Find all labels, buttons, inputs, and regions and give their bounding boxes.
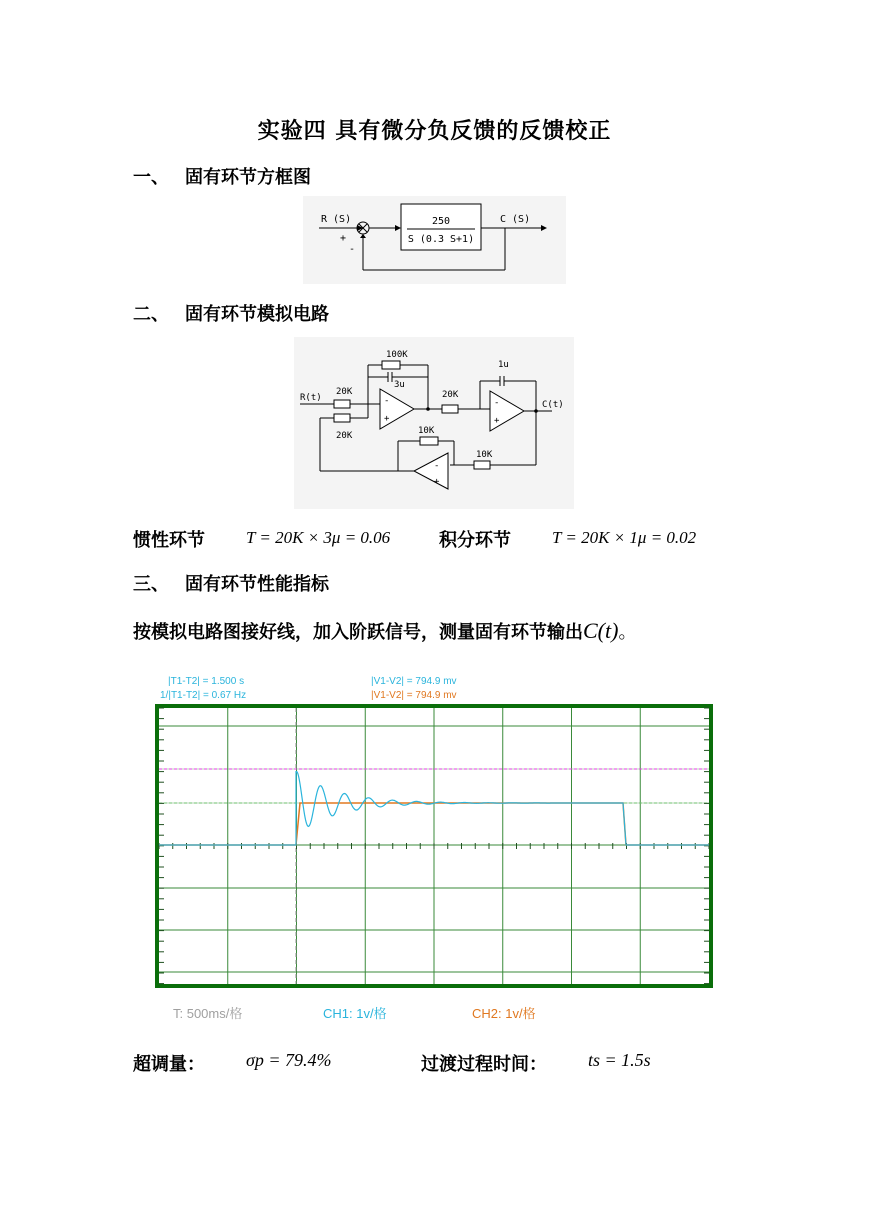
op-amp-1-plus: +: [384, 414, 390, 424]
block-minus: -: [349, 244, 356, 255]
block-plus: +: [340, 233, 347, 244]
ch2-scale-label: CH2: 1v/格: [472, 1006, 536, 1021]
section-text: 固有环节性能指标: [185, 574, 329, 595]
resistor-r3-label: 20K: [442, 390, 459, 400]
op-amp-3-plus: +: [434, 477, 440, 487]
section-heading-1: [133, 163, 311, 189]
readout-dv-ch2: |V1-V2| = 794.9 mv: [371, 690, 457, 701]
instruction-text: 按模拟电路图接好线，加入阶跃信号，测量固有环节输出: [133, 622, 583, 643]
circuit-output-label: C(t): [542, 400, 564, 410]
resistor-r2: [334, 414, 350, 422]
op-amp-2-minus: -: [494, 398, 500, 408]
overshoot-label: 超调量：: [133, 1054, 205, 1075]
resistor-r2-label: 20K: [336, 431, 353, 441]
section-text: 固有环节模拟电路: [185, 304, 329, 325]
instruction-tail: 。: [618, 622, 637, 643]
settling-label: 过渡过程时间：: [421, 1054, 547, 1075]
timebase-label: T: 500ms/格: [173, 1006, 243, 1021]
block-output-label: C (S): [500, 214, 531, 225]
overshoot-value: σp = 79.4%: [246, 1050, 332, 1070]
resistor-r1-label: 20K: [336, 387, 353, 397]
block-input-label: R (S): [321, 214, 352, 225]
inertia-formula: T = 20K × 3μ = 0.06: [246, 528, 391, 547]
block-diagram: [303, 196, 566, 284]
resistor-r5-label: 10K: [476, 450, 493, 460]
resistor-r3: [442, 405, 458, 413]
resistor-r4: [420, 437, 438, 445]
instruction-function: C(t): [583, 618, 619, 643]
tf-denominator: S (0.3 S+1): [407, 234, 475, 245]
resistor-rf-label: 100K: [386, 350, 408, 360]
op-amp-3-minus: -: [434, 461, 440, 471]
resistor-r5: [474, 461, 490, 469]
oscilloscope-display: [155, 704, 713, 988]
section-number: 二、: [133, 304, 169, 325]
section-number: 三、: [133, 574, 169, 595]
capacitor-c2-label: 1u: [498, 360, 509, 370]
integral-formula: T = 20K × 1μ = 0.02: [552, 528, 697, 547]
integral-label: 积分环节: [439, 530, 511, 551]
inertia-label: 惯性环节: [133, 530, 205, 551]
ch1-scale-label: CH1: 1v/格: [323, 1006, 387, 1021]
capacitor-cf-label: 3u: [394, 380, 405, 390]
page-title: 实验四 具有微分负反馈的反馈校正: [257, 119, 612, 144]
circuit-input-label: R(t): [300, 393, 322, 403]
op-amp-2-plus: +: [494, 416, 500, 426]
section-text: 固有环节方框图: [185, 167, 311, 188]
section-heading-2: [133, 300, 329, 326]
op-amp-1-minus: -: [384, 396, 390, 406]
readout-freq: 1/|T1-T2| = 0.67 Hz: [160, 690, 247, 701]
section-heading-3: [133, 570, 329, 596]
resistor-r4-label: 10K: [418, 426, 435, 436]
tf-numerator: 250: [431, 216, 451, 227]
resistor-r1: [334, 400, 350, 408]
instruction-line: [133, 618, 636, 644]
circuit-diagram: [294, 337, 574, 509]
section-number: 一、: [133, 167, 169, 188]
resistor-rf: [382, 361, 400, 369]
settling-value: ts = 1.5s: [588, 1050, 651, 1070]
readout-dv-ch1: |V1-V2| = 794.9 mv: [371, 676, 457, 687]
readout-dt: |T1-T2| = 1.500 s: [168, 676, 245, 687]
